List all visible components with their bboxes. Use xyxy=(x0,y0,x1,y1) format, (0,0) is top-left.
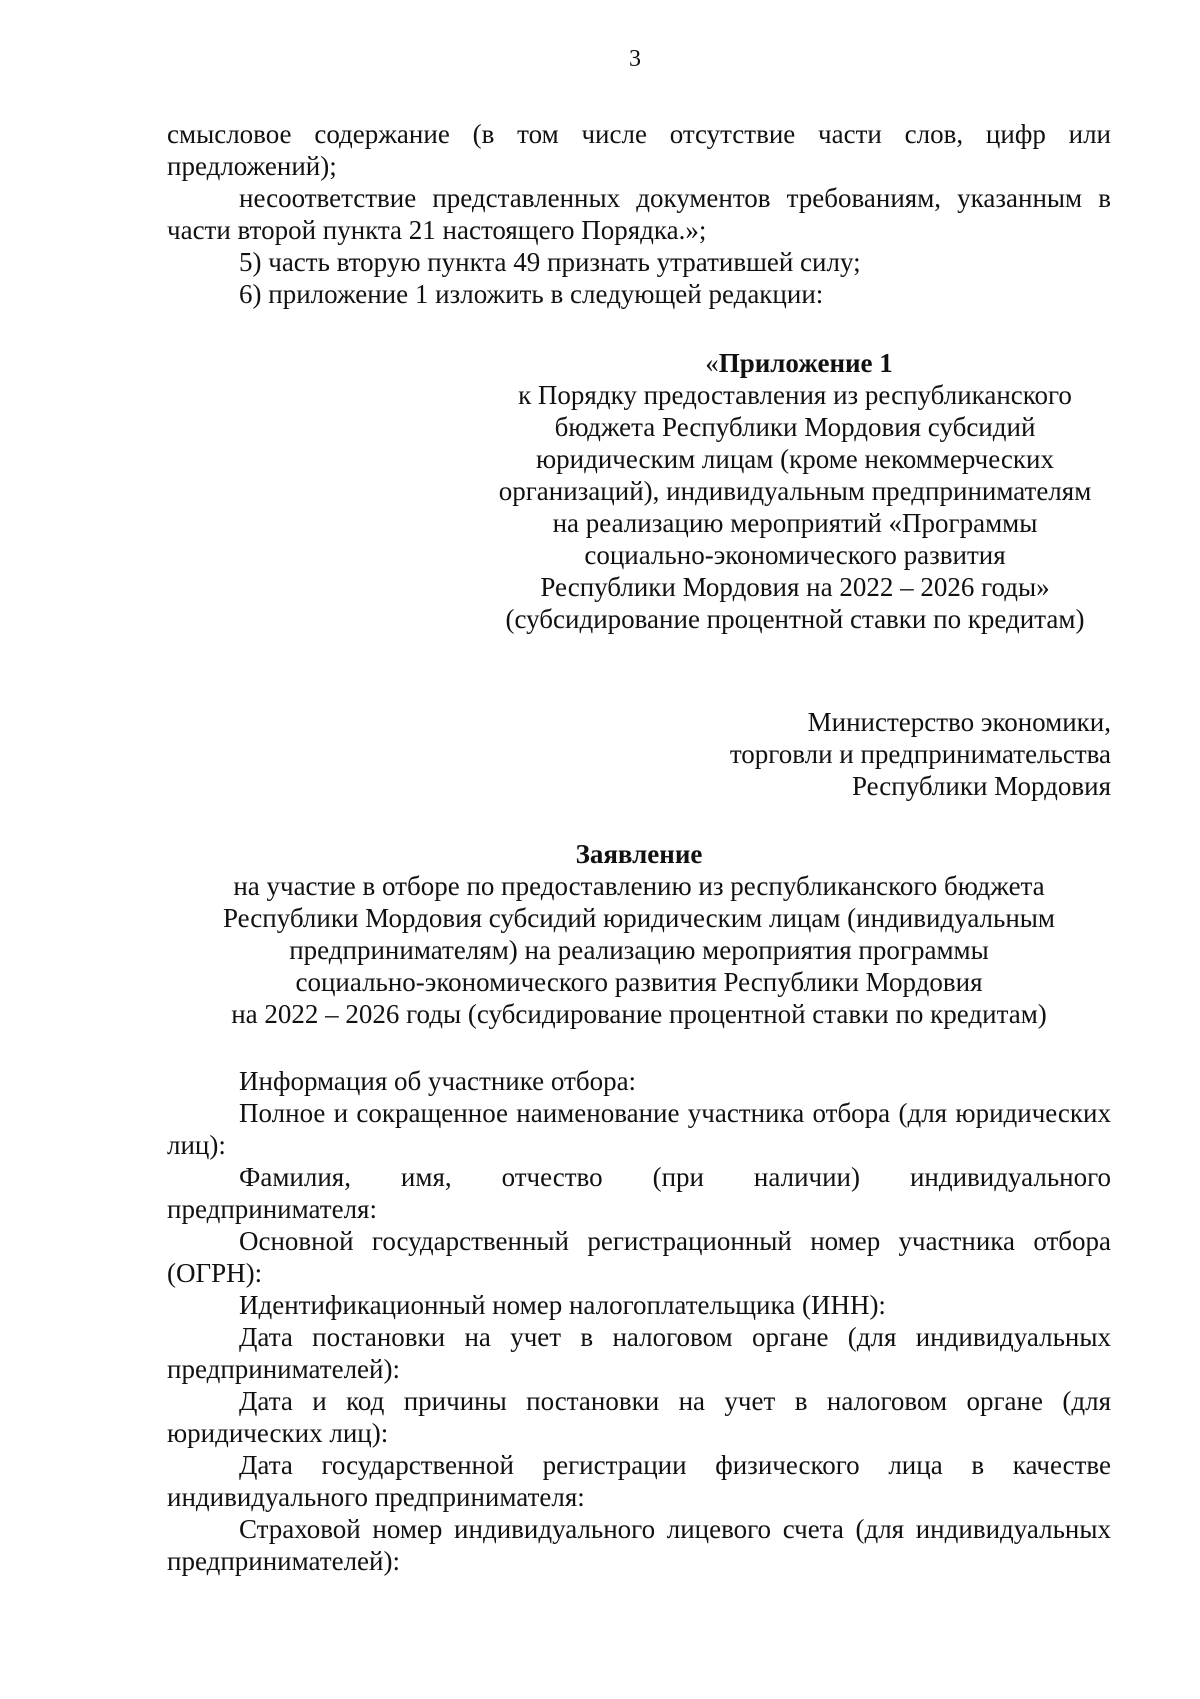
appendix-title-text: Приложение 1 xyxy=(718,348,893,378)
participant-field: Полное и сокращенное наименование участника отбора (для юридических лиц): xyxy=(167,1098,1111,1160)
statement-line: предпринимателям) на реализацию мероприятия программы xyxy=(289,935,989,965)
ministry-line: Республики Мордовия xyxy=(851,771,1111,801)
intro-paragraph-2: несоответствие представленных документов требованиям, указанным в части второй пункта 21 настоящего Порядка.»; xyxy=(167,183,1111,245)
participant-field: Страховой номер индивидуального лицевого счета (для индивидуальных предпринимателей): xyxy=(167,1514,1111,1576)
appendix-line: Республики Мордовия на 2022 – 2026 годы» xyxy=(540,572,1050,602)
statement-title: Заявление xyxy=(575,839,703,869)
participant-field: Дата постановки на учет в налоговом органе (для индивидуальных предпринимателей): xyxy=(167,1322,1111,1384)
appendix-header xyxy=(480,347,1110,635)
intro-paragraph-1: смысловое содержание (в том числе отсутствие части слов, цифр или предложений); xyxy=(167,119,1111,181)
appendix-line: юридическим лицам (кроме некоммерческих xyxy=(536,444,1054,474)
appendix-line: к Порядку предоставления из республиканского xyxy=(518,380,1072,410)
ministry-line: Министерство экономики, xyxy=(807,707,1111,737)
participant-field: Фамилия, имя, отчество (при наличии) индивидуального предпринимателя: xyxy=(167,1162,1111,1224)
intro-paragraph-3: 5) часть вторую пункта 49 признать утратившей силу; xyxy=(239,247,861,277)
ministry-line: торговли и предпринимательства xyxy=(729,739,1111,769)
participant-field: Идентификационный номер налогоплательщика (ИНН): xyxy=(239,1290,886,1320)
page-number: 3 xyxy=(629,46,641,72)
statement-line: на 2022 – 2026 годы (субсидирование процентной ставки по кредитам) xyxy=(231,999,1047,1029)
statement-line: Республики Мордовия субсидий юридическим лицам (индивидуальным xyxy=(222,903,1056,933)
statement-header xyxy=(167,838,1111,1030)
participant-info-section xyxy=(167,1065,1111,1577)
intro-section xyxy=(167,118,1111,310)
participant-info-heading: Информация об участнике отбора: xyxy=(239,1066,637,1096)
appendix-line: социально-экономического развития xyxy=(584,540,1006,570)
participant-field: Основной государственный регистрационный номер участника отбора (ОГРН): xyxy=(167,1226,1111,1288)
participant-field: Дата и код причины постановки на учет в налоговом органе (для юридических лиц): xyxy=(167,1386,1111,1448)
appendix-line: на реализацию мероприятий «Программы xyxy=(552,508,1038,538)
appendix-line: организаций), индивидуальным предпринимателям xyxy=(498,476,1092,506)
ministry-addressee xyxy=(600,706,1111,802)
appendix-line: бюджета Республики Мордовия субсидий xyxy=(554,412,1036,442)
statement-line: на участие в отборе по предоставлению из республиканского бюджета xyxy=(233,871,1045,901)
appendix-title xyxy=(480,347,1110,379)
participant-field: Дата государственной регистрации физического лица в качестве индивидуального предпринимателя: xyxy=(167,1450,1111,1512)
intro-paragraph-4: 6) приложение 1 изложить в следующей редакции: xyxy=(239,279,824,309)
statement-line: социально-экономического развития Республики Мордовия xyxy=(295,967,983,997)
appendix-open-quote: « xyxy=(705,348,719,378)
appendix-line: (субсидирование процентной ставки по кредитам) xyxy=(505,604,1085,634)
